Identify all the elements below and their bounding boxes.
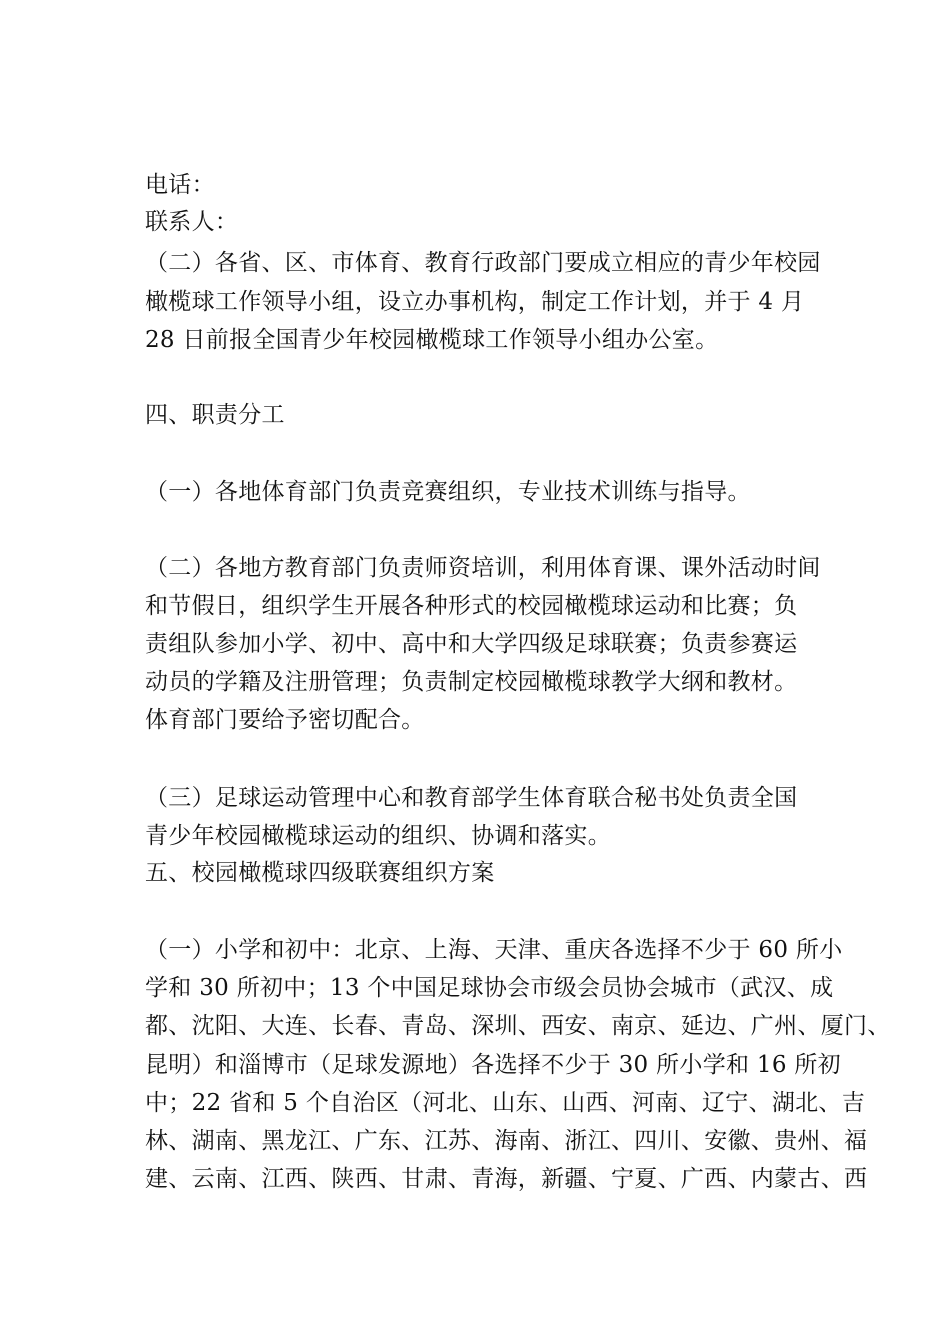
- paragraph-line: 28 日前报全国青少年校园橄榄球工作领导小组办公室。: [145, 327, 719, 353]
- paragraph-line: 体育部门要给予密切配合。: [145, 707, 425, 733]
- paragraph-line: 建、云南、江西、陕西、甘肃、青海，新疆、宁夏、广西、内蒙古、西: [145, 1166, 868, 1192]
- paragraph-line: （三）足球运动管理中心和教育部学生体育联合秘书处负责全国: [145, 785, 798, 811]
- paragraph-line: 和节假日，组织学生开展各种形式的校园橄榄球运动和比赛；负: [145, 593, 798, 619]
- paragraph-line: 学和 30 所初中；13 个中国足球协会市级会员协会城市（武汉、成: [145, 975, 834, 1001]
- paragraph-line: 青少年校园橄榄球运动的组织、协调和落实。: [145, 823, 611, 849]
- paragraph-line: （一）各地体育部门负责竞赛组织，专业技术训练与指导。: [145, 479, 751, 505]
- paragraph-line: 橄榄球工作领导小组，设立办事机构，制定工作计划，并于 4 月: [145, 289, 805, 315]
- section-heading: 四、职责分工: [145, 402, 285, 428]
- paragraph-line: 中；22 省和 5 个自治区（河北、山东、山西、河南、辽宁、湖北、吉: [145, 1090, 866, 1116]
- paragraph-line: （一）小学和初中：北京、上海、天津、重庆各选择不少于 60 所小: [145, 937, 843, 963]
- paragraph-line: 林、湖南、黑龙江、广东、江苏、海南、浙江、四川、安徽、贵州、福: [145, 1128, 868, 1154]
- section-heading: 五、校园橄榄球四级联赛组织方案: [145, 860, 495, 886]
- contact-person-label: 联系人：: [145, 209, 239, 235]
- contact-phone-label: 电话：: [145, 172, 215, 198]
- paragraph-line: 昆明）和淄博市（足球发源地）各选择不少于 30 所小学和 16 所初: [145, 1052, 841, 1078]
- paragraph-line: 责组队参加小学、初中、高中和大学四级足球联赛；负责参赛运: [145, 631, 798, 657]
- paragraph-line: 都、沈阳、大连、长春、青岛、深圳、西安、南京、延边、广州、厦门、: [145, 1013, 891, 1039]
- paragraph-line: （二）各地方教育部门负责师资培训，利用体育课、课外活动时间: [145, 555, 821, 581]
- paragraph-line: 动员的学籍及注册管理；负责制定校园橄榄球教学大纲和教材。: [145, 669, 798, 695]
- paragraph-line: （二）各省、区、市体育、教育行政部门要成立相应的青少年校园: [145, 250, 821, 276]
